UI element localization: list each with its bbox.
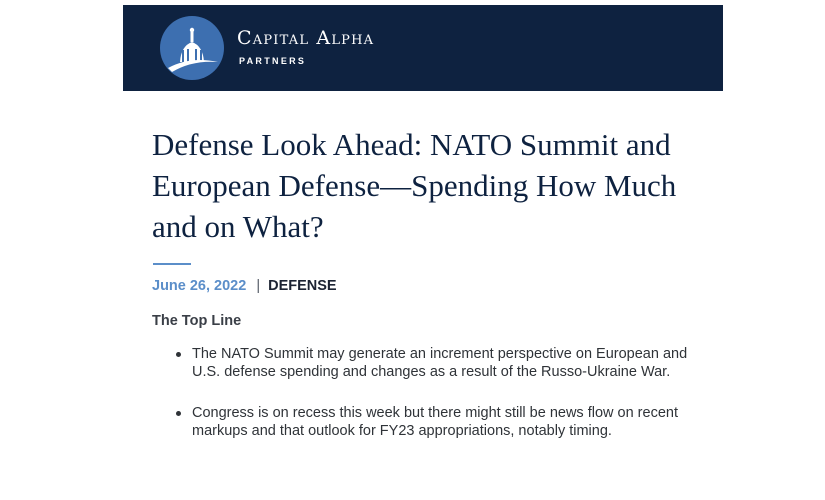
article-category[interactable]: DEFENSE <box>268 278 337 294</box>
section-heading: The Top Line <box>152 313 242 329</box>
bullet-text: Congress is on recess this week but there might still be news flow on recent markups and that outlook for FY23 appropriations, notably timing. <box>192 405 678 439</box>
bullet-item <box>174 346 704 381</box>
capitol-dome-icon <box>160 16 224 80</box>
bullet-item <box>174 405 704 440</box>
article-title: Defense Look Ahead: NATO Summit and European Defense—Spending How Much and on What? <box>152 127 677 244</box>
header-banner <box>123 5 723 91</box>
logo-subtitle: PARTNERS <box>239 56 307 66</box>
article-meta <box>152 277 337 295</box>
bullet-dot-icon <box>176 411 181 416</box>
bullet-list <box>174 346 704 464</box>
logo-wordmark: Capital Alpha <box>237 27 375 49</box>
title-divider <box>153 263 191 265</box>
bullet-text: The NATO Summit may generate an increment perspective on European and U.S. defense spending and changes as a result of the Russo-Ukraine War. <box>192 346 688 380</box>
meta-separator: | <box>256 278 261 294</box>
bullet-dot-icon <box>176 352 181 357</box>
article-date: June 26, 2022 <box>152 278 247 294</box>
